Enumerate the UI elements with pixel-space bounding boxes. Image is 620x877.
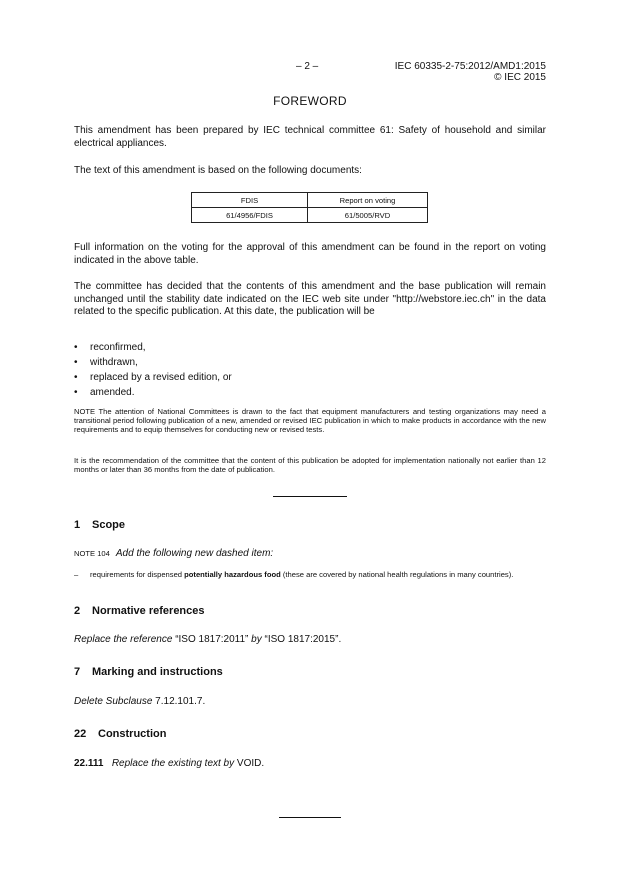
committee-decision: The committee has decided that the contents of this amendment and the base publication will remain unchanged until the stability date indicated on the IEC web site under "http://webstore.iec.ch" in the data related to the specific publication. At this date, the publication will be	[74, 281, 546, 317]
section-title: Construction	[98, 728, 167, 740]
list-item: • amended.	[74, 387, 135, 398]
section-22-heading	[74, 728, 166, 740]
note-label: NOTE 104	[74, 549, 110, 558]
replacement-value: VOID.	[236, 758, 265, 769]
dashed-item: – requirements for dispensed potentially hazardous food (these are covered by national health regulations in many countries).	[74, 570, 514, 579]
publication-options-list	[74, 340, 546, 400]
hazardous-food-term: potentially hazardous food	[184, 570, 281, 579]
table-header-fdis: FDIS	[192, 193, 308, 208]
marking-instruction: Delete Subclause 7.12.101.7.	[74, 696, 206, 707]
list-item: • replaced by a revised edition, or	[74, 372, 232, 383]
bullet-icon: •	[74, 342, 78, 353]
subclause-reference: 7.12.101.7.	[155, 696, 206, 707]
copyright-line: © IEC 2015	[494, 72, 546, 83]
table-cell-rvd: 61/5005/RVD	[308, 208, 428, 223]
bullet-icon: •	[74, 387, 78, 398]
section-number: 22	[74, 728, 87, 740]
section-title: Marking and instructions	[92, 666, 223, 678]
section-title: Normative references	[92, 605, 205, 617]
section-7-heading	[74, 666, 223, 678]
note-instruction: Add the following new dashed item:	[115, 548, 274, 559]
table-header-report: Report on voting	[308, 193, 428, 208]
normative-instruction: Replace the reference “ISO 1817:2011” by “ISO 1817:2015”.	[74, 634, 342, 645]
old-reference: “ISO 1817:2011”	[175, 634, 249, 645]
voting-info: Full information on the voting for the approval of this amendment can be found in the report on voting indicated in the above table.	[74, 242, 546, 266]
table-header-row	[192, 193, 428, 208]
foreword-title: FOREWORD	[273, 94, 347, 108]
documents-table	[191, 192, 428, 223]
new-reference: “ISO 1817:2015”.	[264, 634, 342, 645]
section-number: 7	[74, 666, 81, 678]
end-divider	[279, 817, 341, 818]
list-item: • withdrawn,	[74, 357, 138, 368]
section-1-heading	[74, 519, 125, 531]
standard-reference: IEC 60335-2-75:2012/AMD1:2015	[394, 61, 546, 72]
document-reference	[395, 61, 546, 83]
table-row	[192, 208, 428, 223]
transition-note: NOTE The attention of National Committees is drawn to the fact that equipment manufacturers and testing organizations may need a transitional period following publication of a new, amended or revised IEC publication in which to make products in accordance with the new requirements and to equip themselves for conducting new or revised tests.	[74, 407, 546, 434]
dash-icon: –	[74, 570, 79, 579]
note-104	[74, 548, 273, 559]
table-cell-fdis: 61/4956/FDIS	[192, 208, 308, 223]
foreword-based-on: The text of this amendment is based on the following documents:	[74, 165, 362, 176]
recommendation-note: It is the recommendation of the committee that the content of this publication be adopted for implementation nationally not earlier than 12 months or later than 36 months from the date of publication.	[74, 456, 546, 474]
list-item: • reconfirmed,	[74, 342, 146, 353]
bullet-icon: •	[74, 372, 78, 383]
clause-number: 22.111	[74, 758, 104, 769]
section-2-heading	[74, 605, 205, 617]
section-title: Scope	[92, 519, 126, 531]
bullet-icon: •	[74, 357, 78, 368]
construction-instruction: 22.111 Replace the existing text by VOID.	[74, 758, 265, 769]
section-divider	[273, 496, 347, 497]
section-number: 1	[74, 519, 81, 531]
page-number: – 2 –	[296, 61, 319, 72]
foreword-intro: This amendment has been prepared by IEC technical committee 61: Safety of household and similar electrical appliances.	[74, 125, 546, 149]
section-number: 2	[74, 605, 81, 617]
